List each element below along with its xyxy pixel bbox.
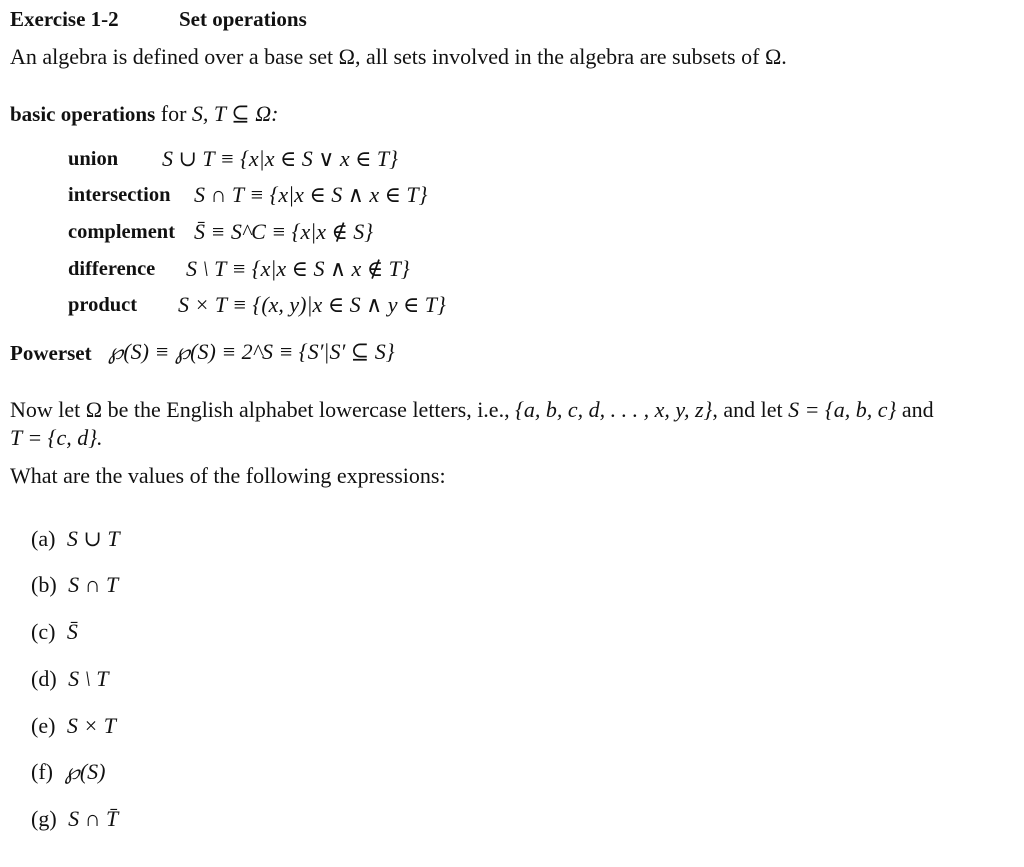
item-e (31, 713, 116, 739)
op-name-difference: difference (68, 258, 156, 280)
item-d (31, 666, 109, 692)
basic-operations-heading (10, 101, 278, 127)
op-expr-intersection: S ∩ T ≡ {x|x ∈ S ∧ x ∈ T} (194, 182, 428, 207)
basic-operations-vars: S, T ⊆ Ω: (191, 101, 279, 126)
exercise-title: Set operations (179, 7, 307, 31)
item-label: (e) (31, 713, 56, 738)
item-expr: S ∩ T (68, 572, 119, 597)
item-f (31, 759, 105, 785)
and-let-text: , and let (712, 397, 783, 422)
basic-operations-for: for (160, 101, 187, 126)
op-expr-difference: S \ T ≡ {x|x ∈ S ∧ x ∉ T} (186, 256, 410, 281)
item-label: (a) (31, 526, 56, 551)
item-expr: S ∩ T̄ (68, 806, 119, 831)
powerset-label: Powerset (10, 341, 92, 365)
op-name-complement: complement (68, 221, 176, 243)
basic-operations-label: basic operations (10, 102, 156, 126)
item-label: (f) (31, 759, 53, 784)
item-expr: S \ T (68, 666, 109, 691)
item-label: (d) (31, 666, 57, 691)
powerset-expr: ℘(S) ≡ ℘(S) ≡ 2^S ≡ {S′|S′ ⊆ S} (108, 339, 395, 364)
and-text: and (901, 397, 934, 422)
alphabet-set: {a, b, c, d, . . . , x, y, z} (515, 397, 713, 422)
t-definition: T = {c, d}. (10, 425, 103, 450)
s-definition: S = {a, b, c} (788, 397, 897, 422)
op-expr-complement: S̄ ≡ S^C ≡ {x|x ∉ S} (194, 219, 374, 244)
item-c (31, 619, 78, 645)
problem-line-1 (10, 397, 934, 423)
op-name-intersection: intersection (68, 184, 171, 206)
item-label: (c) (31, 619, 56, 644)
intro-text: An algebra is defined over a base set Ω, all sets involved in the algebra are subsets of Ω. (10, 44, 787, 69)
item-b (31, 572, 118, 598)
op-expr-product: S × T ≡ {(x, y)|x ∈ S ∧ y ∈ T} (178, 292, 446, 317)
op-name-product: product (68, 294, 138, 316)
item-expr: S̄ (66, 619, 78, 644)
item-a (31, 526, 120, 552)
item-label: (g) (31, 806, 57, 831)
item-g (31, 806, 118, 832)
item-label: (b) (31, 572, 57, 597)
question-text: What are the values of the following expressions: (10, 463, 446, 488)
item-expr: S × T (66, 713, 117, 738)
op-name-union: union (68, 148, 119, 170)
exercise-number: Exercise 1-2 (10, 7, 119, 31)
item-expr: S ∪ T (66, 526, 120, 551)
item-expr: ℘(S) (64, 759, 106, 784)
op-expr-union: S ∪ T ≡ {x|x ∈ S ∨ x ∈ T} (162, 146, 398, 171)
problem-intro-text: Now let Ω be the English alphabet lowercase letters, i.e., (10, 397, 510, 422)
